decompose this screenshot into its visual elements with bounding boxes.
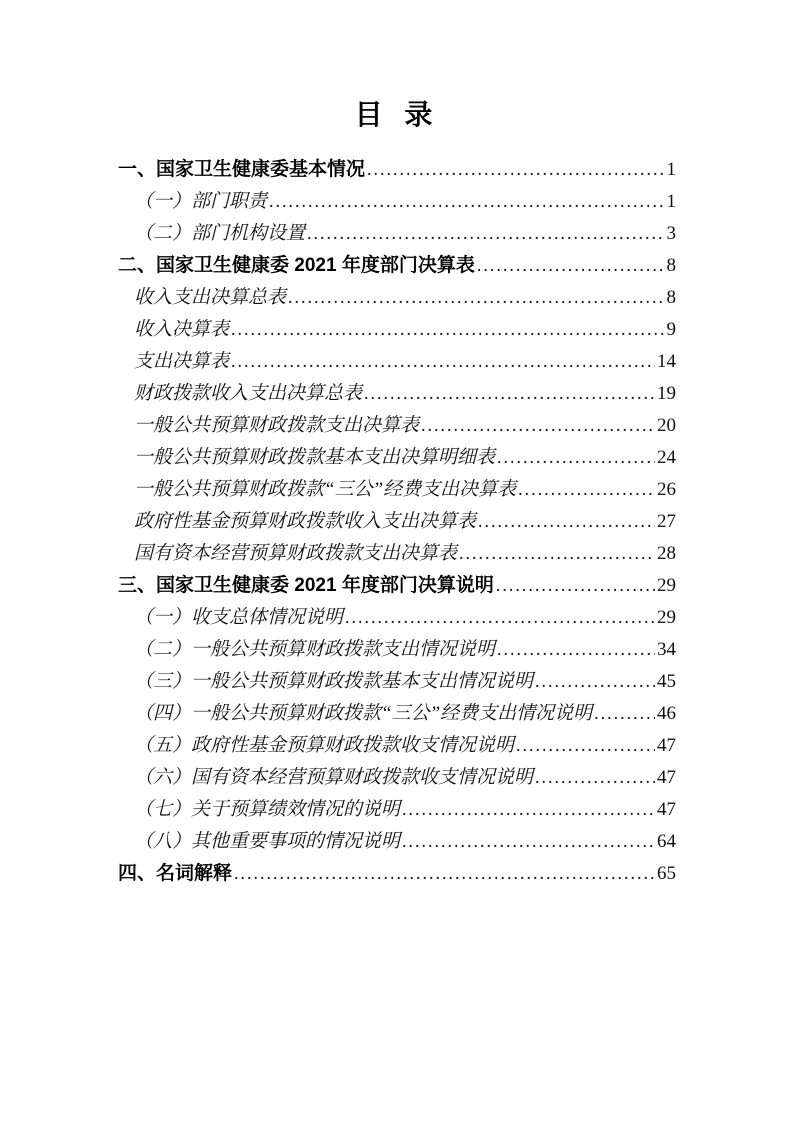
toc-entry-page-number: 24 bbox=[657, 447, 676, 468]
toc-dot-leader bbox=[478, 505, 655, 539]
toc-entry bbox=[118, 825, 676, 857]
toc-dot-leader bbox=[497, 633, 655, 667]
toc-entry bbox=[118, 569, 676, 601]
toc-dot-leader bbox=[231, 313, 664, 347]
toc-entry bbox=[118, 473, 676, 505]
toc-entry bbox=[118, 857, 676, 889]
toc-entry bbox=[118, 601, 676, 633]
toc-entry-label: （二）一般公共预算财政拨款支出情况说明 bbox=[134, 639, 496, 660]
toc-entry-page-number: 20 bbox=[657, 415, 676, 436]
toc-entry-label: 三、国家卫生健康委 2021 年度部门决算说明 bbox=[118, 575, 494, 596]
toc-dot-leader bbox=[459, 537, 655, 571]
toc-dot-leader bbox=[518, 473, 655, 507]
toc-entry-label: （四）一般公共预算财政拨款“三公”经费支出情况说明 bbox=[134, 703, 593, 724]
toc-dot-leader bbox=[234, 857, 655, 891]
toc-dot-leader bbox=[516, 729, 655, 763]
toc-entry bbox=[118, 377, 676, 409]
toc-dot-leader bbox=[307, 217, 664, 251]
toc-dot-leader bbox=[269, 185, 664, 219]
toc-entry-page-number: 3 bbox=[666, 223, 676, 244]
toc-entry bbox=[118, 281, 676, 313]
toc-entry-page-number: 47 bbox=[657, 799, 676, 820]
toc-entry bbox=[118, 665, 676, 697]
toc-dot-leader bbox=[364, 377, 655, 411]
toc-entry-label: 二、国家卫生健康委 2021 年度部门决算表 bbox=[118, 255, 475, 276]
toc-entry-page-number: 1 bbox=[666, 159, 676, 180]
toc-entry-label: 四、名词解释 bbox=[118, 863, 233, 884]
toc-entry-label: （七）关于预算绩效情况的说明 bbox=[134, 799, 401, 820]
toc-entry-page-number: 34 bbox=[657, 639, 676, 660]
toc-dot-leader bbox=[367, 153, 664, 187]
toc-entry-label: 一、国家卫生健康委基本情况 bbox=[118, 159, 366, 180]
toc-entry-page-number: 45 bbox=[657, 671, 676, 692]
toc-entry-label: （五）政府性基金预算财政拨款收支情况说明 bbox=[134, 735, 515, 756]
toc-entry bbox=[118, 537, 676, 569]
toc-dot-leader bbox=[497, 441, 655, 475]
toc-entry-page-number: 28 bbox=[657, 543, 676, 564]
toc-dot-leader bbox=[535, 761, 655, 795]
toc-entry-page-number: 26 bbox=[657, 479, 676, 500]
toc-entry-page-number: 19 bbox=[657, 383, 676, 404]
toc-dot-leader bbox=[594, 697, 655, 731]
toc-entry-label: （一）收支总体情况说明 bbox=[134, 607, 344, 628]
toc-entry-page-number: 8 bbox=[666, 255, 676, 276]
toc-entry-label: 收入决算表 bbox=[134, 319, 230, 340]
toc-dot-leader bbox=[496, 569, 655, 603]
toc-entry-label: （六）国有资本经营预算财政拨款收支情况说明 bbox=[134, 767, 534, 788]
toc-entry-page-number: 29 bbox=[657, 575, 676, 596]
toc-entry-label: （三）一般公共预算财政拨款基本支出情况说明 bbox=[134, 671, 534, 692]
toc-entry bbox=[118, 761, 676, 793]
toc-entry bbox=[118, 441, 676, 473]
toc-entry bbox=[118, 505, 676, 537]
toc-list bbox=[118, 153, 676, 889]
toc-entry bbox=[118, 313, 676, 345]
toc-entry-label: 政府性基金预算财政拨款收入支出决算表 bbox=[134, 511, 477, 532]
toc-dot-leader bbox=[421, 409, 655, 443]
toc-dot-leader bbox=[345, 601, 655, 635]
page-title: 目 录 bbox=[354, 99, 440, 130]
toc-entry-page-number: 1 bbox=[666, 191, 676, 212]
toc-entry-page-number: 46 bbox=[657, 703, 676, 724]
toc-entry bbox=[118, 409, 676, 441]
toc-entry-page-number: 9 bbox=[666, 319, 676, 340]
toc-dot-leader bbox=[402, 825, 655, 859]
toc-entry bbox=[118, 185, 676, 217]
toc-entry-label: 支出决算表 bbox=[134, 351, 230, 372]
toc-entry-label: 收入支出决算总表 bbox=[134, 287, 287, 308]
toc-entry-page-number: 64 bbox=[657, 831, 676, 852]
toc-entry bbox=[118, 633, 676, 665]
toc-entry-page-number: 14 bbox=[657, 351, 676, 372]
toc-entry-label: （二）部门机构设置 bbox=[134, 223, 306, 244]
toc-entry bbox=[118, 793, 676, 825]
toc-entry-page-number: 65 bbox=[657, 863, 676, 884]
toc-entry-label: 财政拨款收入支出决算总表 bbox=[134, 383, 363, 404]
toc-entry-page-number: 29 bbox=[657, 607, 676, 628]
toc-dot-leader bbox=[288, 281, 664, 315]
toc-entry bbox=[118, 217, 676, 249]
toc-dot-leader bbox=[231, 345, 655, 379]
toc-entry-label: 国有资本经营预算财政拨款支出决算表 bbox=[134, 543, 458, 564]
toc-entry-page-number: 47 bbox=[657, 767, 676, 788]
toc-dot-leader bbox=[402, 793, 655, 827]
toc-entry-label: （八）其他重要事项的情况说明 bbox=[134, 831, 401, 852]
toc-entry-label: 一般公共预算财政拨款“三公”经费支出决算表 bbox=[134, 479, 517, 500]
toc-entry bbox=[118, 697, 676, 729]
toc-dot-leader bbox=[535, 665, 655, 699]
toc-entry bbox=[118, 249, 676, 281]
toc-entry-page-number: 47 bbox=[657, 735, 676, 756]
toc-entry-label: 一般公共预算财政拨款基本支出决算明细表 bbox=[134, 447, 496, 468]
toc-entry-page-number: 8 bbox=[666, 287, 676, 308]
toc-entry bbox=[118, 153, 676, 185]
toc-dot-leader bbox=[477, 249, 665, 283]
toc-entry-label: （一）部门职责 bbox=[134, 191, 268, 212]
toc-entry bbox=[118, 345, 676, 377]
toc-entry-label: 一般公共预算财政拨款支出决算表 bbox=[134, 415, 420, 436]
toc-entry bbox=[118, 729, 676, 761]
toc-entry-page-number: 27 bbox=[657, 511, 676, 532]
